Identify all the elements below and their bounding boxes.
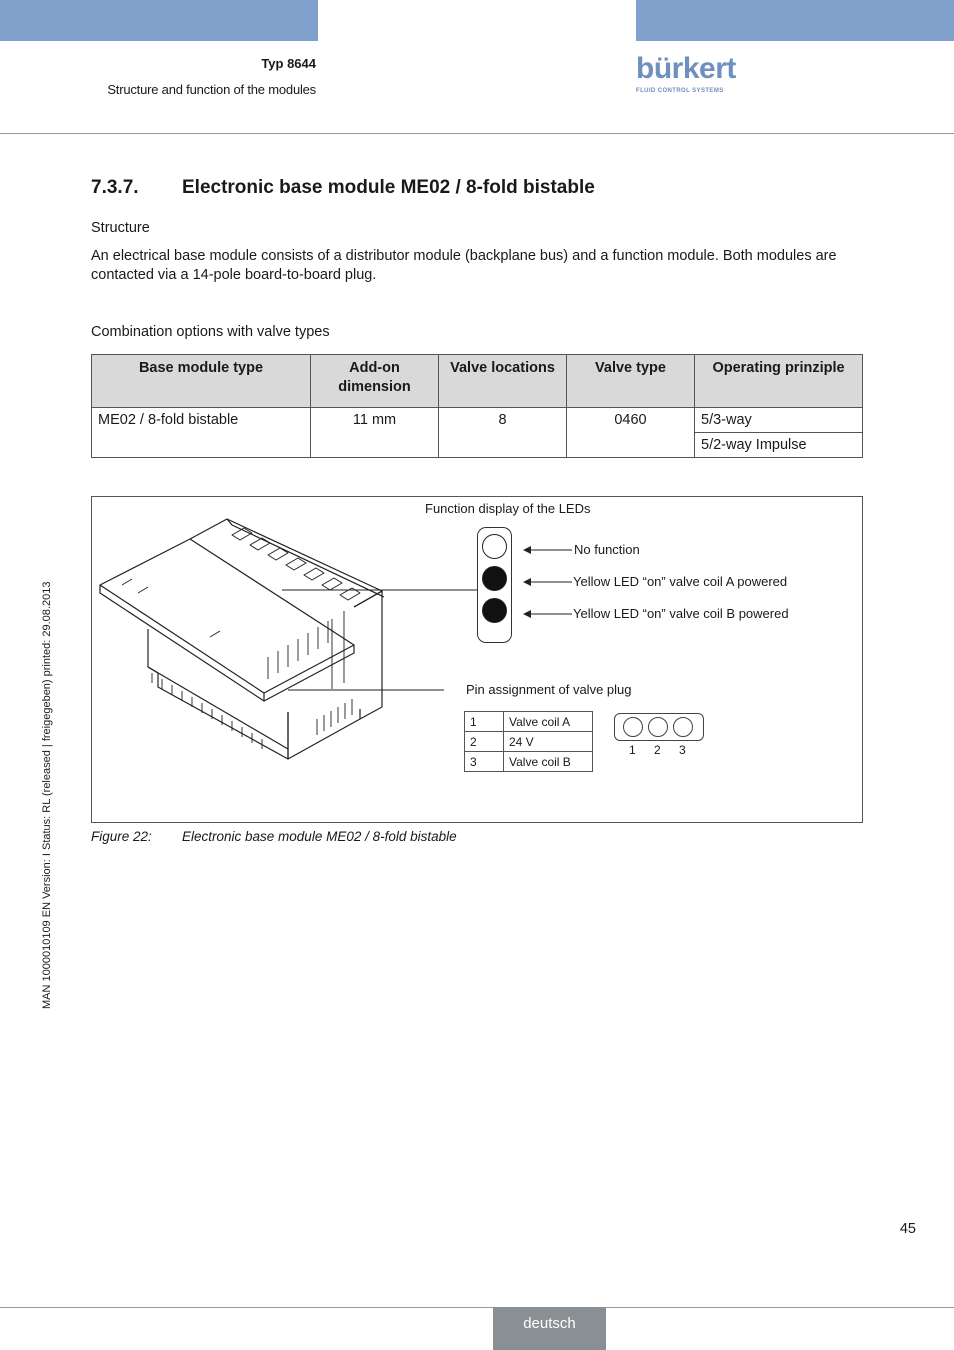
plug-number: 1 <box>629 743 636 757</box>
pin-description: 24 V <box>504 732 593 752</box>
header-bar-left <box>0 0 318 41</box>
pin-table <box>464 711 593 772</box>
structure-label: Structure <box>91 220 150 236</box>
section-number: 7.3.7. <box>91 177 139 198</box>
led-label: Yellow LED “on” valve coil A powered <box>573 574 788 589</box>
valve-plug <box>614 713 704 741</box>
table-cell-base-type: ME02 / 8-fold bistable <box>92 408 311 458</box>
table-cell-add-on: 11 mm <box>311 408 439 458</box>
led-indicator <box>482 566 507 591</box>
footer-divider <box>0 1307 954 1308</box>
table-row <box>465 712 593 732</box>
plug-number: 3 <box>679 743 686 757</box>
combination-label: Combination options with valve types <box>91 324 330 340</box>
table-header: Base module type <box>92 355 311 408</box>
table-cell-principle: 5/3-way <box>695 408 863 433</box>
plug-pin <box>623 717 643 737</box>
header-divider <box>0 133 954 134</box>
header-bar-right <box>636 0 954 41</box>
table-header: Valve type <box>567 355 695 408</box>
pin-number: 2 <box>465 732 504 752</box>
brand-logo <box>636 52 736 96</box>
table-row <box>465 752 593 772</box>
figure-caption-label: Figure 22: <box>91 829 152 844</box>
combination-table <box>91 354 863 458</box>
table-row <box>465 732 593 752</box>
logo-wordmark: bürkert <box>636 52 736 85</box>
figure-frame <box>91 496 863 823</box>
language-tab: deutsch <box>493 1307 606 1350</box>
plug-pin <box>673 717 693 737</box>
doc-subtitle: Structure and function of the modules <box>107 82 316 97</box>
doc-type: Typ 8644 <box>261 56 316 71</box>
section-title: Electronic base module ME02 / 8-fold bistable <box>182 177 595 198</box>
pin-number: 3 <box>465 752 504 772</box>
table-header-row <box>92 355 863 408</box>
pin-description: Valve coil B <box>504 752 593 772</box>
table-cell-locations: 8 <box>439 408 567 458</box>
table-header: Operating prinziple <box>695 355 863 408</box>
body-paragraph: An electrical base module consists of a distributor module (backplane bus) and a function module. Both modules are contacted via a 14-pole board-to-board plug. <box>91 248 837 283</box>
document-metadata: MAN 1000010109 EN Version: I Status: RL (released | freigegeben) printed: 29.08.2013 <box>41 581 53 1009</box>
led-indicator <box>482 534 507 559</box>
pin-number: 1 <box>465 712 504 732</box>
led-label: Yellow LED “on” valve coil B powered <box>573 606 789 621</box>
plug-number: 2 <box>654 743 661 757</box>
table-cell-principle: 5/2-way Impulse <box>695 433 863 458</box>
page-number: 45 <box>899 1221 916 1237</box>
table-header: Valve locations <box>439 355 567 408</box>
led-indicator <box>482 598 507 623</box>
led-panel <box>477 527 512 643</box>
led-display-title: Function display of the LEDs <box>425 501 591 516</box>
table-header: Add-on dimension <box>311 355 439 408</box>
plug-pin <box>648 717 668 737</box>
table-row <box>92 408 863 433</box>
table-cell-valve-type: 0460 <box>567 408 695 458</box>
pin-assignment-title: Pin assignment of valve plug <box>466 682 632 697</box>
pin-description: Valve coil A <box>504 712 593 732</box>
logo-tagline: FLUID CONTROL SYSTEMS <box>636 88 724 94</box>
led-label: No function <box>574 542 640 557</box>
figure-caption-text: Electronic base module ME02 / 8-fold bistable <box>182 829 457 844</box>
